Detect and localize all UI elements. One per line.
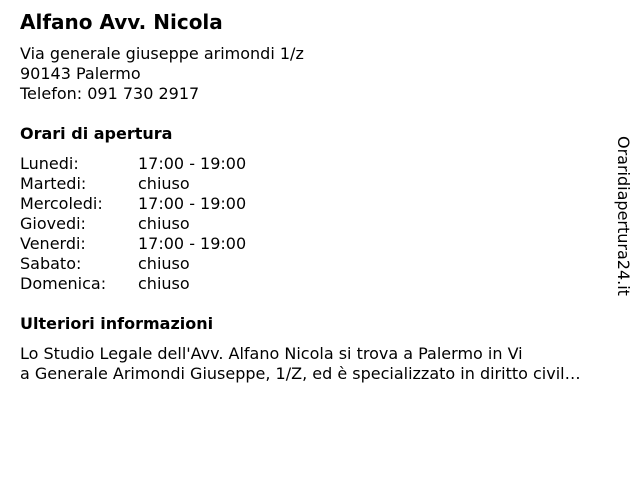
hours-value: chiuso [138,274,190,293]
city-postal: 90143 Palermo [20,64,141,83]
hours-value: 17:00 - 19:00 [138,194,247,213]
day-label: Giovedi: [20,214,86,233]
street-address: Via generale giuseppe arimondi 1/z [20,44,304,63]
day-label: Martedi: [20,174,87,193]
hours-value: 17:00 - 19:00 [138,154,247,173]
hours-value: chiuso [138,254,190,273]
day-label: Venerdi: [20,234,86,253]
site-watermark: Oraridiapertura24.it [614,136,633,296]
hours-value: chiuso [138,174,190,193]
day-label: Lunedi: [20,154,79,173]
day-label: Domenica: [20,274,107,293]
more-info-heading: Ulteriori informazioni [20,314,214,333]
day-label: Mercoledi: [20,194,103,213]
business-name: Alfano Avv. Nicola [20,10,223,34]
description-line: Lo Studio Legale dell'Avv. Alfano Nicola si trova a Palermo in Vi [20,344,523,363]
hours-value: 17:00 - 19:00 [138,234,247,253]
description-line: a Generale Arimondi Giuseppe, 1/Z, ed è specializzato in diritto civil… [20,364,581,383]
day-label: Sabato: [20,254,82,273]
phone-number: Telefon: 091 730 2917 [20,84,200,103]
hours-value: chiuso [138,214,190,233]
business-description [20,344,630,384]
opening-hours-heading: Orari di apertura [20,124,173,143]
business-address [20,44,304,104]
